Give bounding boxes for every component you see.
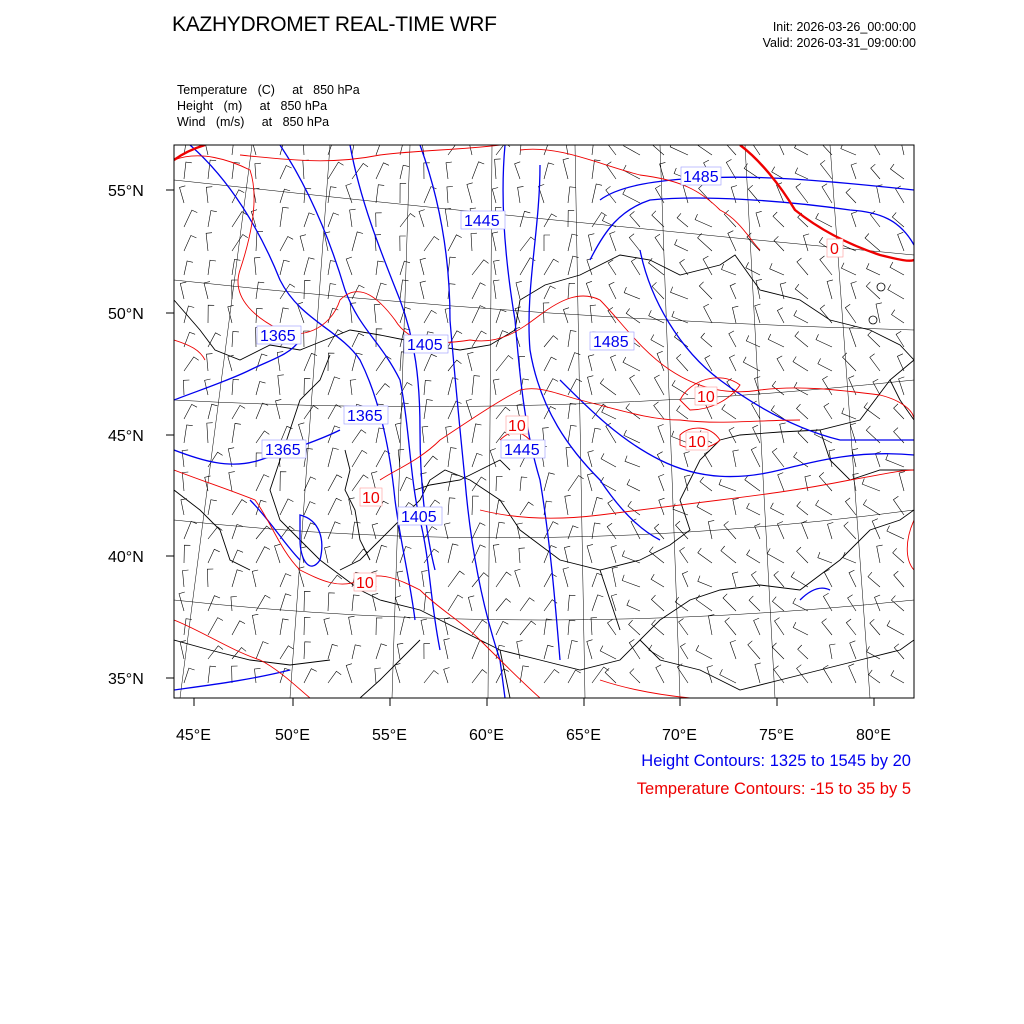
height-legend: Height Contours: 1325 to 1545 by 20 xyxy=(641,752,911,770)
temperature-label: 10 xyxy=(356,575,374,592)
lon-label: 55°E xyxy=(372,727,407,744)
height-label: 1485 xyxy=(683,169,719,186)
lon-label: 80°E xyxy=(856,727,891,744)
longitude-axis xyxy=(176,698,891,744)
plot-area xyxy=(174,145,914,698)
lon-label: 45°E xyxy=(176,727,211,744)
lon-label: 50°E xyxy=(275,727,310,744)
temperature-label: 10 xyxy=(362,490,380,507)
height-label: 1405 xyxy=(401,509,437,526)
temperature-label: 0 xyxy=(830,241,839,258)
field-height: Height (m) at 850 hPa xyxy=(177,99,328,113)
height-label: 1445 xyxy=(464,213,500,230)
lon-label: 70°E xyxy=(662,727,697,744)
map-title: KAZHYDROMET REAL-TIME WRF xyxy=(172,13,497,36)
valid-time: Valid: 2026-03-31_09:00:00 xyxy=(762,36,916,50)
temperature-label: 10 xyxy=(697,389,715,406)
lat-label: 45°N xyxy=(108,428,144,445)
field-temperature: Temperature (C) at 850 hPa xyxy=(177,83,360,97)
temperature-label: 10 xyxy=(508,418,526,435)
field-wind: Wind (m/s) at 850 hPa xyxy=(177,115,330,129)
latitude-axis xyxy=(108,183,174,688)
temperature-label: 10 xyxy=(688,434,706,451)
height-label: 1365 xyxy=(265,442,301,459)
temperature-legend: Temperature Contours: -15 to 35 by 5 xyxy=(636,780,911,798)
lat-label: 50°N xyxy=(108,306,144,323)
height-label: 1445 xyxy=(504,442,540,459)
height-label: 1485 xyxy=(593,334,629,351)
lon-label: 60°E xyxy=(469,727,504,744)
lat-label: 35°N xyxy=(108,671,144,688)
init-time: Init: 2026-03-26_00:00:00 xyxy=(772,20,916,34)
lat-label: 55°N xyxy=(108,183,144,200)
height-label: 1405 xyxy=(407,337,443,354)
lat-label: 40°N xyxy=(108,549,144,566)
height-label: 1365 xyxy=(260,328,296,345)
lon-label: 75°E xyxy=(759,727,794,744)
height-label: 1365 xyxy=(347,408,383,425)
lon-label: 65°E xyxy=(566,727,601,744)
